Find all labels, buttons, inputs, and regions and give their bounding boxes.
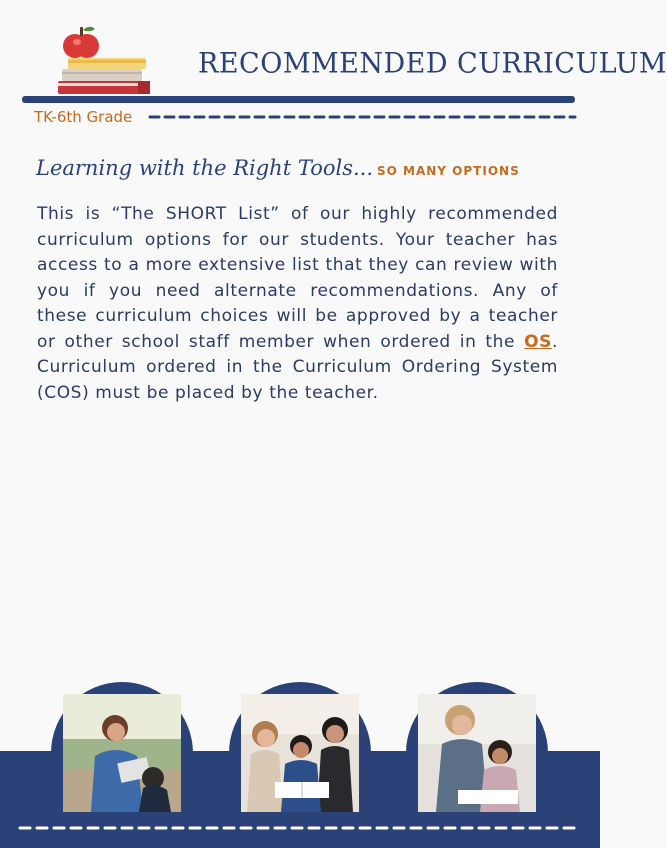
photo-teacher-outdoors (51, 682, 193, 824)
photo-family-reading (229, 682, 371, 824)
intro-paragraph (37, 202, 558, 406)
photo-parent-child (406, 682, 548, 824)
header-divider (22, 96, 575, 103)
dashed-divider (150, 110, 575, 124)
section-heading-script: Learning with the Right Tools... (36, 156, 374, 180)
intro-text-2: . Curriculum ordered in the Curriculum Ordering System (COS) must be placed by the teacher. (37, 331, 558, 403)
os-link[interactable]: OS (524, 331, 552, 352)
apple-books-icon (54, 22, 154, 97)
section-heading (36, 156, 520, 180)
footer-dashed-line (20, 823, 580, 833)
teacher-outdoors-image (63, 694, 181, 812)
family-reading-image (241, 694, 359, 812)
page-title: RECOMMENDED CURRICULUM (198, 47, 667, 80)
grade-label: TK-6th Grade (34, 108, 133, 126)
section-tag: SO MANY OPTIONS (377, 164, 520, 178)
parent-child-image (418, 694, 536, 812)
intro-text-1: This is “The SHORT List” of our highly recommended curriculum options for our students. Your teacher has access to a more extensive list that they can review with you if you need alternate recommendations. Any of these curriculum choices will be approved by a teacher or other school staff member when ordered in the (37, 204, 558, 352)
